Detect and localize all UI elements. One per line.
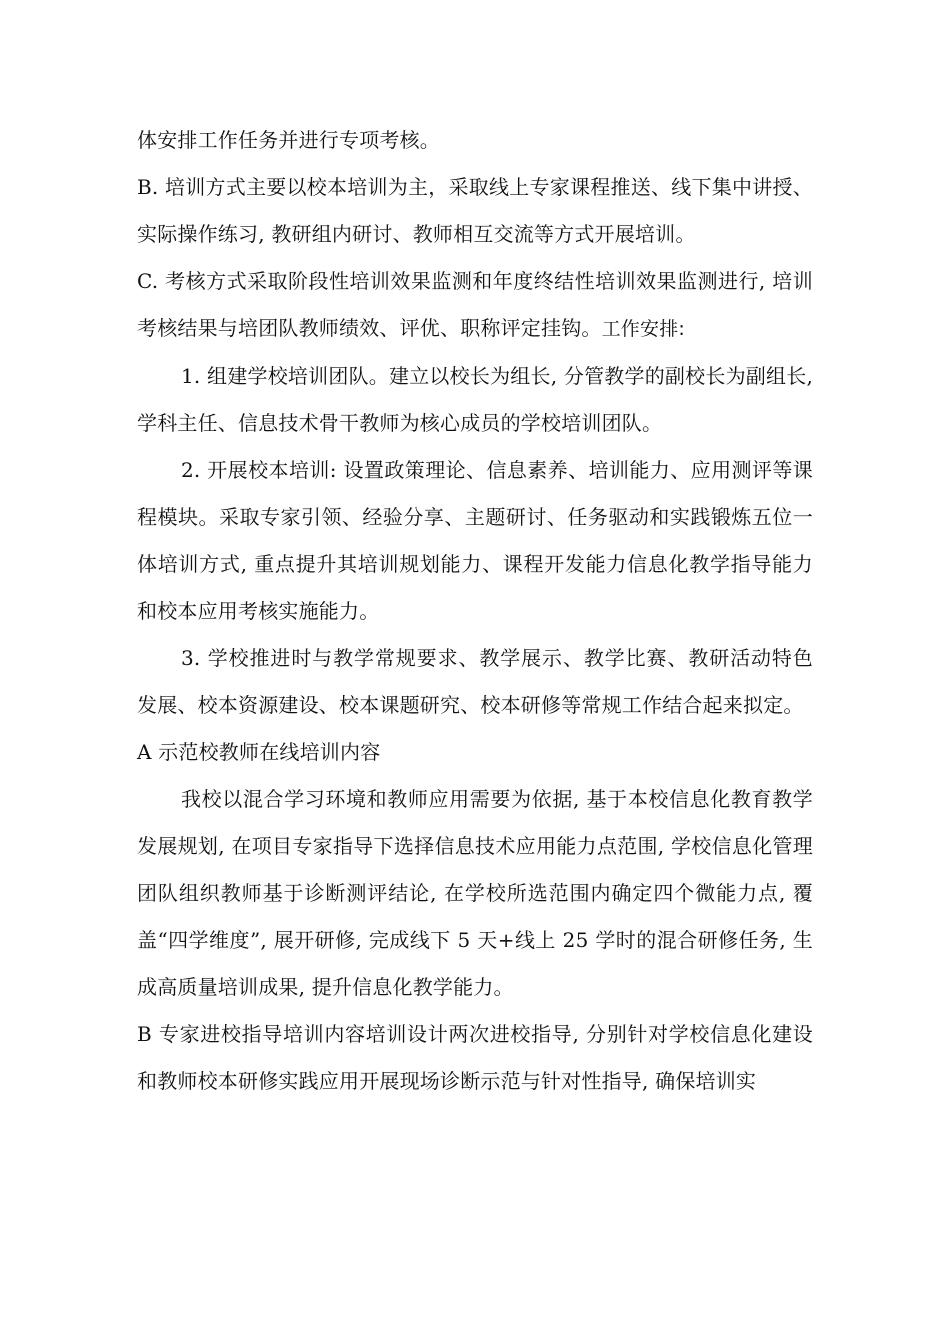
paragraph-assessment-method (137, 258, 813, 353)
paragraph-expert-guidance: B 专家进校指导培训内容培训设计两次进校指导, 分别针对学校信息化建设和教师校本研修实践应用开展现场诊断示范与针对性指导, 确保培训实 (137, 1022, 813, 1093)
assessment-text: C. 考核方式采取阶段性培训效果监测和年度终结性培训效果监测进行, 培训考核结果与培团队教师绩效、评优、职称评定挂钩。 (137, 269, 813, 340)
paragraph-training-method: B. 培训方式主要以校本培训为主，采取线上专家课程推送、线下集中讲授、实际操作练习, 教研组内研讨、教师相互交流等方式开展培训。 (137, 175, 813, 246)
document-page (137, 117, 813, 1105)
paragraph-item-2-school-training: 2. 开展校本培训: 设置政策理论、信息素养、培训能力、应用测评等课程模块。采取专家引领、经验分享、主题研讨、任务驱动和实践锻炼五位一体培训方式, 重点提升其培训规划能力、课程开发能力信息化教学指导能力和校本应用考核实施能力。 (137, 458, 813, 623)
paragraph-item-3-school-progress: 3. 学校推进时与教学常规要求、教学展示、教学比赛、教研活动特色发展、校本资源建设、校本课题研究、校本研修等常规工作结合起来拟定。 (137, 646, 813, 717)
work-arrangement-heading: 工作安排: (601, 318, 686, 340)
section-heading-online-training: A 示范校教师在线培训内容 (137, 740, 381, 764)
paragraph-online-training-content: 我校以混合学习环境和教师应用需要为依据, 基于本校信息化教育教学发展规划, 在项目专家指导下选择信息技术应用能力点范围, 学校信息化管理团队组织教师基于诊断测评结论, 在学校所选范围内确定四个微能力点, 覆盖“四学维度”, 展开研修, 完成线下 5 天+线上 25 学时的混合研修任务, 生成高质量培训成果, 提升信息化教学能力。 (137, 787, 813, 999)
paragraph-task-arrangement-tail: 体安排工作任务并进行专项考核。 (137, 128, 440, 152)
paragraph-item-1-build-team: 1. 组建学校培训团队。建立以校长为组长, 分管教学的副校长为副组长, 学科主任、信息技术骨干教师为核心成员的学校培训团队。 (137, 364, 813, 435)
